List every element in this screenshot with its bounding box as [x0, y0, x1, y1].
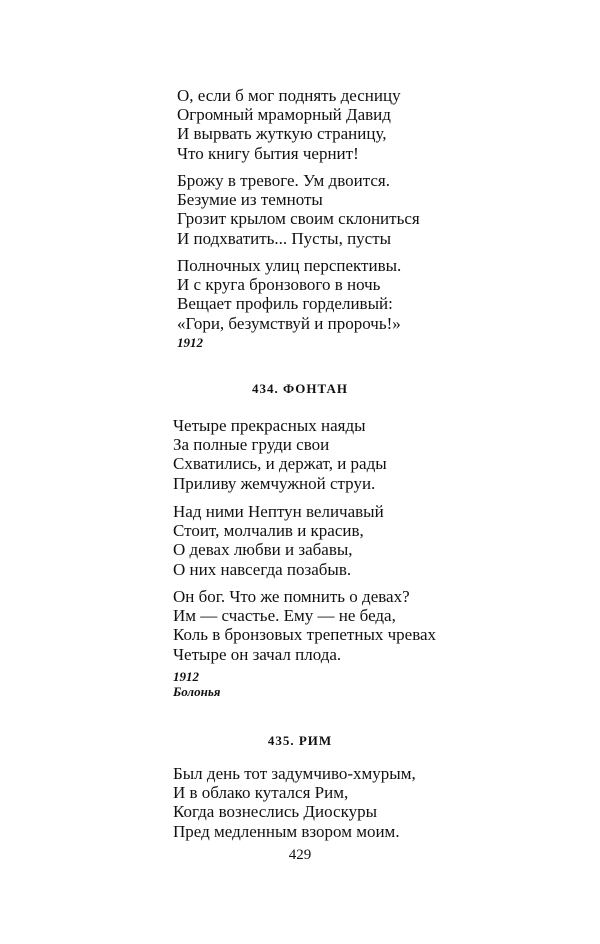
rim-stanza-1 [173, 764, 416, 841]
poem-line: Грозит крылом своим склониться [177, 209, 420, 229]
poem-line: «Гори, безумствуй и пророчь!» [177, 313, 401, 333]
poem-line: Над ними Нептун величавый [173, 502, 384, 521]
poem-line: И подхватить... Пусты, пусты [177, 228, 392, 248]
poem-date: 1912 [173, 669, 199, 684]
poem-line: Он бог. Что же помнить о девах? [173, 587, 410, 606]
poem-continuation-stanza-3 [177, 256, 401, 333]
poem-line: Им — счастье. Ему — не беда, [173, 606, 396, 626]
poem-line: Коль в бронзовых трепетных чревах [173, 625, 437, 645]
poem-line: Полночных улиц перспективы. [177, 256, 402, 275]
poem-place: Болонья [173, 684, 221, 699]
page-number: 429 [288, 847, 312, 863]
poem-line: Когда вознеслись Диоскуры [173, 802, 378, 822]
poem-title-435: 435. РИМ [267, 733, 333, 748]
poem-line: И с круга бронзового в ночь [177, 275, 381, 295]
fontan-stanza-1 [173, 416, 387, 493]
poem-line: Четыре прекрасных наяды [173, 416, 366, 435]
poem-continuation-stanza-2 [177, 171, 420, 248]
poem-line: О них навсегда позабыв. [173, 559, 352, 579]
poem-line: Стоит, молчалив и красив, [173, 521, 364, 541]
poem-line: Огромный мраморный Давид [177, 105, 391, 125]
poem-line: За полные груди свои [173, 435, 330, 455]
poem-line: Пред медленным взором моим. [173, 821, 400, 841]
poem-line: Брожу в тревоге. Ум двоится. [177, 171, 390, 190]
poem-line: Был день тот задумчиво-хмурым, [173, 764, 416, 783]
poem-line: Четыре он зачал плода. [173, 644, 342, 664]
poem-line: О, если б мог поднять десницу [177, 86, 401, 105]
poem-line: Схватились, и держат, и рады [173, 454, 387, 474]
poem-line: О девах любви и забавы, [173, 540, 353, 560]
fontan-stanza-3 [173, 587, 436, 664]
poem-line: Что книгу бытия чернит! [177, 143, 359, 163]
poem-line: И в облако кутался Рим, [173, 783, 349, 803]
poem-title-434: 434. ФОНТАН [251, 381, 349, 396]
poem-continuation-dateline [177, 335, 203, 350]
fontan-stanza-2 [173, 502, 384, 579]
poem-line: Вещает профиль горделивый: [177, 294, 393, 314]
poem-date: 1912 [177, 335, 203, 350]
fontan-dateline [173, 669, 220, 699]
poem-line: И вырвать жуткую страницу, [177, 124, 387, 144]
poem-line: Приливу жемчужной струи. [173, 473, 376, 493]
poem-continuation-stanza-1 [177, 86, 401, 163]
poem-line: Безумие из темноты [177, 190, 323, 210]
